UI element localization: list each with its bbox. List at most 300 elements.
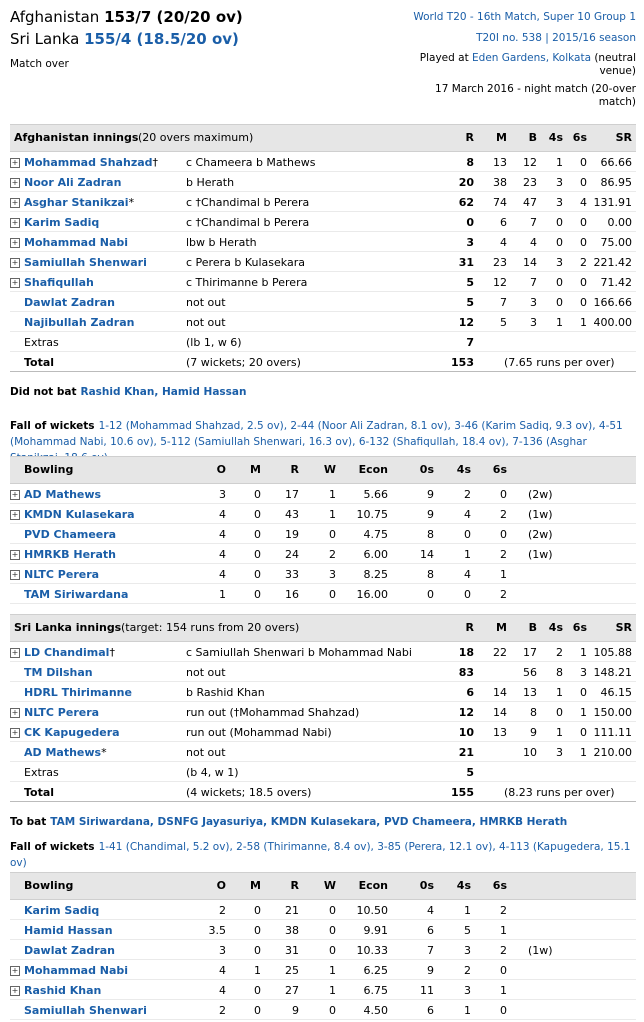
stat-r: 62	[458, 196, 474, 209]
stat-b: 4	[530, 236, 537, 249]
expand-icon[interactable]: +	[11, 708, 19, 717]
stat-r: 17	[285, 488, 299, 501]
stat-m: 0	[254, 588, 261, 601]
stat-r: 8	[466, 156, 474, 169]
stat-m: 0	[254, 924, 261, 937]
batsman-name-cell	[10, 746, 107, 759]
fall-of-wickets-line1: 1-12 (Mohammad Shahzad, 2.5 ov), 2-44 (Noor Ali Zadran, 8.1 ov), 3-46 (Karim Sadiq, 9.3 ov), 4-51	[98, 420, 623, 432]
stat-r: 31	[285, 944, 299, 957]
batsman-link[interactable]: Noor Ali Zadran	[24, 176, 122, 189]
stat-s: 1	[500, 924, 507, 937]
stat-b: 10	[523, 746, 537, 759]
col-header-r: R	[465, 131, 474, 144]
stat-f: 1	[556, 726, 563, 739]
col-header-m: M	[496, 131, 507, 144]
stat-o: 4	[219, 508, 226, 521]
batsman-row	[10, 152, 636, 172]
stat-sr: 46.15	[600, 686, 632, 699]
col-header-6s: 6s	[492, 879, 507, 892]
stat-s: 4	[580, 196, 587, 209]
stat-z: 9	[427, 964, 434, 977]
stat-f: 4	[464, 568, 471, 581]
stat-m: 13	[493, 726, 507, 739]
bowler-row	[10, 544, 636, 564]
stat-r: 33	[285, 568, 299, 581]
stat-w: 1	[329, 984, 336, 997]
stat-m: 0	[254, 508, 261, 521]
col-header-econ: Econ	[358, 463, 388, 476]
stat-f: 0	[556, 706, 563, 719]
expand-icon[interactable]: +	[11, 258, 19, 267]
bowler-row	[10, 940, 636, 960]
stat-f: 0	[464, 528, 471, 541]
bowling-title: Bowling	[24, 879, 74, 892]
stat-econ: 9.91	[363, 924, 388, 937]
batsman-link[interactable]: NLTC Perera	[24, 706, 100, 719]
stat-f: 5	[464, 924, 471, 937]
dismissal: run out (†Mohammad Shahzad)	[186, 706, 360, 719]
match-type: match)	[598, 96, 636, 108]
expand-icon[interactable]: +	[11, 178, 19, 187]
extras-runs: 5	[466, 766, 474, 779]
expand-icon[interactable]: +	[11, 570, 19, 579]
dismissal: c Perera b Kulasekara	[186, 256, 305, 269]
stat-s: 0	[580, 296, 587, 309]
batsman-row	[10, 722, 636, 742]
stat-econ: 4.75	[363, 528, 388, 541]
fall-of-wickets-label: Fall of wickets	[10, 420, 95, 432]
venue-line	[420, 52, 636, 78]
batsman-link[interactable]: HDRL Thirimanne	[24, 686, 132, 699]
bowler-name-cell	[10, 904, 99, 917]
innings-subtitle: (20 overs maximum)	[138, 131, 254, 144]
col-header-m: M	[250, 879, 261, 892]
stat-z: 11	[420, 984, 434, 997]
team2-name: Sri Lanka	[10, 30, 80, 48]
total-detail: (4 wickets; 18.5 overs)	[186, 786, 312, 799]
stat-o: 1	[219, 588, 226, 601]
stat-b: 3	[530, 296, 537, 309]
batsman-link[interactable]: CK Kapugedera	[24, 726, 120, 739]
col-header-r: R	[465, 621, 474, 634]
stat-r: 27	[285, 984, 299, 997]
stat-r: 18	[458, 646, 474, 659]
batsman-name-cell	[10, 156, 158, 169]
extras-runs: 7	[466, 336, 474, 349]
stat-s: 1	[580, 646, 587, 659]
stat-s: 2	[500, 508, 507, 521]
stat-z: 0	[427, 588, 434, 601]
expand-icon[interactable]: +	[11, 648, 19, 657]
total-detail: (7 wickets; 20 overs)	[186, 356, 301, 369]
stat-w: 3	[329, 568, 336, 581]
col-header-4s: 4s	[548, 621, 563, 634]
bowler-name-cell	[10, 508, 135, 521]
innings-subtitle: (target: 154 runs from 20 overs)	[121, 621, 300, 634]
stat-m: 0	[254, 904, 261, 917]
stat-sr: 131.91	[593, 196, 632, 209]
bowler-link[interactable]: TAM Siriwardana	[24, 588, 129, 601]
col-header-0s: 0s	[419, 463, 434, 476]
expand-icon[interactable]: +	[11, 158, 19, 167]
stat-s: 1	[580, 316, 587, 329]
stat-w: 0	[329, 944, 336, 957]
stat-m: 74	[493, 196, 507, 209]
stat-z: 7	[427, 944, 434, 957]
bowler-link[interactable]: Mohammad Nabi	[24, 964, 129, 977]
fall-of-wickets-line2: (Mohammad Nabi, 10.6 ov), 5-112 (Samiullah Shenwari, 16.3 ov), 6-132 (Shafiqullah, 18.4 ov), 7-136 (Asghar	[10, 436, 587, 448]
col-header-r: R	[290, 463, 299, 476]
stat-sr: 0.00	[607, 216, 632, 229]
stat-m: 5	[500, 316, 507, 329]
stat-f: 2	[464, 964, 471, 977]
batsman-row	[10, 702, 636, 722]
t20i-line	[476, 32, 636, 45]
batsman-name-cell	[10, 646, 115, 659]
extras-label: Extras	[24, 336, 59, 349]
stat-o: 3	[219, 944, 226, 957]
batsman-row	[10, 272, 636, 292]
fall-of-wickets-line1: 1-41 (Chandimal, 5.2 ov), 2-58 (Thirimanne, 8.4 ov), 3-85 (Perera, 12.1 ov), 4-113 (Kapugedera, 15.1 ov)	[10, 841, 631, 869]
stat-m: 0	[254, 488, 261, 501]
match-description: - 16th Match, Super 10 Group 1	[466, 11, 636, 23]
team1-score: 153/7 (20/20 ov)	[104, 8, 243, 26]
team2-score: 155/4 (18.5/20 ov)	[84, 30, 239, 48]
stat-s: 1	[580, 746, 587, 759]
bowler-name-cell	[10, 1004, 147, 1017]
extras-detail: (lb 1, w 6)	[186, 336, 242, 349]
bowler-extras: (2w)	[528, 488, 553, 501]
stat-r: 16	[285, 588, 299, 601]
bowler-link[interactable]: Dawlat Zadran	[24, 944, 115, 957]
stat-s: 0	[580, 726, 587, 739]
stat-o: 4	[219, 964, 226, 977]
to-bat-players[interactable]: TAM Siriwardana, DSNFG Jayasuriya, KMDN Kulasekara, PVD Chameera, HMRKB Herath	[50, 816, 568, 828]
extras-detail: (b 4, w 1)	[186, 766, 239, 779]
stat-f: 0	[556, 296, 563, 309]
stat-z: 14	[420, 548, 434, 561]
bowler-link[interactable]: Hamid Hassan	[24, 924, 113, 937]
stat-w: 1	[329, 488, 336, 501]
stat-s: 2	[500, 548, 507, 561]
expand-icon[interactable]: +	[11, 728, 19, 737]
bowling-header	[10, 456, 636, 484]
batsman-name-cell	[10, 276, 94, 289]
role-symbol: †	[109, 646, 115, 659]
stat-s: 3	[580, 666, 587, 679]
bowler-link[interactable]: PVD Chameera	[24, 528, 117, 541]
bowler-link[interactable]: HMRKB Herath	[24, 548, 116, 561]
stat-b: 12	[523, 156, 537, 169]
stat-r: 3	[466, 236, 474, 249]
batsman-link[interactable]: Dawlat Zadran	[24, 296, 115, 309]
bowling-header	[10, 872, 636, 900]
stat-o: 3	[219, 488, 226, 501]
extras-row	[10, 762, 636, 782]
stat-m: 0	[254, 548, 261, 561]
stat-f: 2	[464, 488, 471, 501]
venue-label: venue)	[599, 65, 636, 77]
dismissal: c Chameera b Mathews	[186, 156, 316, 169]
stat-econ: 10.75	[356, 508, 388, 521]
stat-r: 20	[458, 176, 474, 189]
stat-r: 24	[285, 548, 299, 561]
played-at-label: Played at	[419, 52, 473, 64]
stat-s: 0	[500, 528, 507, 541]
role-symbol: †	[152, 156, 159, 169]
season-link[interactable]: 2015/16 season	[552, 32, 636, 44]
separator: |	[541, 32, 553, 44]
stat-f: 0	[464, 588, 471, 601]
extras-row	[10, 332, 636, 352]
stat-z: 8	[427, 528, 434, 541]
stat-sr: 221.42	[593, 256, 632, 269]
role-symbol: *	[128, 196, 135, 209]
stat-z: 4	[427, 904, 434, 917]
stat-o: 4	[219, 984, 226, 997]
stat-f: 3	[556, 196, 563, 209]
stat-b: 3	[530, 316, 537, 329]
stat-m: 6	[500, 216, 507, 229]
dismissal: run out (Mohammad Nabi)	[186, 726, 332, 739]
batsman-link[interactable]: Samiullah Shenwari	[24, 256, 147, 269]
expand-icon[interactable]: +	[11, 218, 19, 227]
stat-b: 23	[523, 176, 537, 189]
batsman-row	[10, 212, 636, 232]
total-runs: 155	[451, 786, 474, 799]
expand-icon[interactable]: +	[11, 238, 19, 247]
innings-title: Sri Lanka innings	[14, 621, 122, 634]
batsman-name-cell	[10, 686, 132, 699]
did-not-bat-players[interactable]: Rashid Khan, Hamid Hassan	[80, 386, 247, 398]
stat-z: 6	[427, 1004, 434, 1017]
fall-of-wickets-label: Fall of wickets	[10, 841, 95, 853]
stat-b: 8	[530, 706, 537, 719]
batsman-name-cell	[10, 256, 147, 269]
stat-r: 25	[285, 964, 299, 977]
stat-o: 4	[219, 548, 226, 561]
stat-r: 9	[292, 1004, 299, 1017]
stat-w: 0	[329, 528, 336, 541]
stat-s: 2	[500, 904, 507, 917]
col-header-w: W	[323, 879, 336, 892]
bowler-name-cell	[10, 548, 116, 561]
dismissal: lbw b Herath	[186, 236, 257, 249]
stat-sr: 400.00	[593, 316, 632, 329]
bowler-row	[10, 900, 636, 920]
date-line	[435, 83, 636, 109]
expand-icon[interactable]: +	[11, 966, 19, 975]
bowler-name-cell	[10, 924, 113, 937]
stat-r: 21	[458, 746, 474, 759]
dismissal: not out	[186, 666, 226, 679]
stat-r: 12	[458, 706, 474, 719]
col-header-w: W	[323, 463, 336, 476]
batsman-name-cell	[10, 296, 115, 309]
stat-m: 14	[493, 686, 507, 699]
total-label: Total	[24, 786, 55, 799]
stat-s: 1	[500, 568, 507, 581]
batsman-name-cell	[10, 316, 134, 329]
batsman-link[interactable]: Mohammad Shahzad	[24, 156, 153, 169]
team1-name: Afghanistan	[10, 8, 100, 26]
stat-s: 0	[500, 1004, 507, 1017]
stat-econ: 6.00	[363, 548, 388, 561]
bowler-extras: (1w)	[528, 944, 553, 957]
stat-o: 3.5	[208, 924, 226, 937]
batsman-name-cell	[10, 706, 99, 719]
stat-s: 1	[580, 706, 587, 719]
stat-b: 17	[523, 646, 537, 659]
col-header-m: M	[496, 621, 507, 634]
stat-z: 8	[427, 568, 434, 581]
bowler-row	[10, 484, 636, 504]
batsman-name-cell	[10, 236, 128, 249]
t20i-number-link[interactable]: T20I no. 538	[476, 32, 542, 44]
dismissal: b Rashid Khan	[186, 686, 265, 699]
stat-w: 0	[329, 904, 336, 917]
stat-econ: 8.25	[363, 568, 388, 581]
batsman-link[interactable]: Mohammad Nabi	[24, 236, 129, 249]
total-label: Total	[24, 356, 55, 369]
batsman-name-cell	[10, 176, 121, 189]
stat-b: 13	[523, 686, 537, 699]
stat-sr: 66.66	[600, 156, 632, 169]
bowler-name-cell	[10, 984, 101, 997]
stat-m: 0	[254, 528, 261, 541]
expand-icon[interactable]: +	[11, 550, 19, 559]
batsman-link[interactable]: TM Dilshan	[24, 666, 93, 679]
bowler-link[interactable]: AD Mathews	[24, 488, 102, 501]
ground-link[interactable]: Eden Gardens, Kolkata	[472, 52, 591, 64]
bowler-link[interactable]: KMDN Kulasekara	[24, 508, 135, 521]
stat-s: 0	[500, 964, 507, 977]
batsman-link[interactable]: LD Chandimal	[24, 646, 110, 659]
stat-m: 1	[254, 964, 261, 977]
col-header-b: B	[528, 621, 537, 634]
stat-sr: 86.95	[600, 176, 632, 189]
bowler-row	[10, 584, 636, 604]
role-symbol: *	[101, 746, 107, 759]
extras-label: Extras	[24, 766, 59, 779]
stat-s: 2	[580, 256, 587, 269]
bowler-name-cell	[10, 528, 116, 541]
col-header-sr: SR	[615, 131, 632, 144]
stat-s: 0	[500, 488, 507, 501]
col-header-4s: 4s	[456, 463, 471, 476]
bowler-link[interactable]: Rashid Khan	[24, 984, 102, 997]
stat-b: 7	[530, 276, 537, 289]
dismissal: c Thirimanne b Perera	[186, 276, 308, 289]
dismissal: not out	[186, 296, 226, 309]
stat-f: 8	[556, 666, 563, 679]
dismissal: not out	[186, 316, 226, 329]
stat-f: 1	[556, 686, 563, 699]
stat-b: 9	[530, 726, 537, 739]
bowler-name-cell	[10, 568, 99, 581]
batsman-link[interactable]: Asghar Stanikzai	[24, 196, 129, 209]
stat-o: 2	[219, 1004, 226, 1017]
stat-z: 9	[427, 508, 434, 521]
stat-econ: 4.50	[363, 1004, 388, 1017]
stat-r: 83	[458, 666, 474, 679]
stat-econ: 6.75	[363, 984, 388, 997]
expand-icon[interactable]: +	[11, 490, 19, 499]
stat-f: 0	[556, 236, 563, 249]
stat-r: 10	[458, 726, 474, 739]
stat-r: 0	[466, 216, 474, 229]
stat-o: 4	[219, 568, 226, 581]
bowler-name-cell	[10, 588, 128, 601]
expand-icon[interactable]: +	[11, 278, 19, 287]
batsman-row	[10, 642, 636, 662]
stat-m: 38	[493, 176, 507, 189]
fall-of-wickets	[10, 839, 636, 871]
stat-o: 2	[219, 904, 226, 917]
stat-f: 3	[556, 256, 563, 269]
stat-econ: 5.66	[363, 488, 388, 501]
bowler-link[interactable]: Samiullah Shenwari	[24, 1004, 147, 1017]
stat-m: 7	[500, 296, 507, 309]
stat-f: 0	[556, 216, 563, 229]
col-header-6s: 6s	[572, 621, 587, 634]
bowler-row	[10, 1000, 636, 1020]
dismissal: b Herath	[186, 176, 235, 189]
stat-m: 14	[493, 706, 507, 719]
stat-econ: 6.25	[363, 964, 388, 977]
to-bat	[10, 814, 636, 830]
batsman-link[interactable]: Najibullah Zadran	[24, 316, 135, 329]
expand-icon[interactable]: +	[11, 510, 19, 519]
stat-s: 0	[580, 156, 587, 169]
stat-m: 12	[493, 276, 507, 289]
team1-line	[10, 8, 243, 26]
stat-b: 56	[523, 666, 537, 679]
stat-f: 1	[464, 1004, 471, 1017]
batsman-row	[10, 662, 636, 682]
stat-sr: 150.00	[593, 706, 632, 719]
stat-s: 0	[580, 276, 587, 289]
stat-w: 1	[329, 508, 336, 521]
stat-r: 43	[285, 508, 299, 521]
innings-header	[10, 124, 636, 152]
batsman-link[interactable]: AD Mathews	[24, 746, 102, 759]
stat-s: 0	[580, 176, 587, 189]
bowling-title: Bowling	[24, 463, 74, 476]
bowler-link[interactable]: NLTC Perera	[24, 568, 100, 581]
bowler-link[interactable]: Karim Sadiq	[24, 904, 100, 917]
expand-icon[interactable]: +	[11, 986, 19, 995]
stat-r: 21	[285, 904, 299, 917]
total-run-rate: (8.23 runs per over)	[504, 786, 615, 799]
bowler-row	[10, 960, 636, 980]
stat-m: 0	[254, 1004, 261, 1017]
stat-s: 2	[500, 944, 507, 957]
expand-icon[interactable]: +	[11, 198, 19, 207]
stat-r: 19	[285, 528, 299, 541]
stat-r: 5	[466, 276, 474, 289]
stat-sr: 210.00	[593, 746, 632, 759]
batsman-link[interactable]: Shafiqullah	[24, 276, 94, 289]
stat-w: 0	[329, 588, 336, 601]
batsman-link[interactable]: Karim Sadiq	[24, 216, 100, 229]
series-link[interactable]: World T20	[413, 11, 467, 23]
batsman-row	[10, 312, 636, 332]
bowler-name-cell	[10, 964, 128, 977]
bowler-extras: (1w)	[528, 548, 553, 561]
stat-f: 4	[464, 508, 471, 521]
stat-f: 1	[464, 548, 471, 561]
